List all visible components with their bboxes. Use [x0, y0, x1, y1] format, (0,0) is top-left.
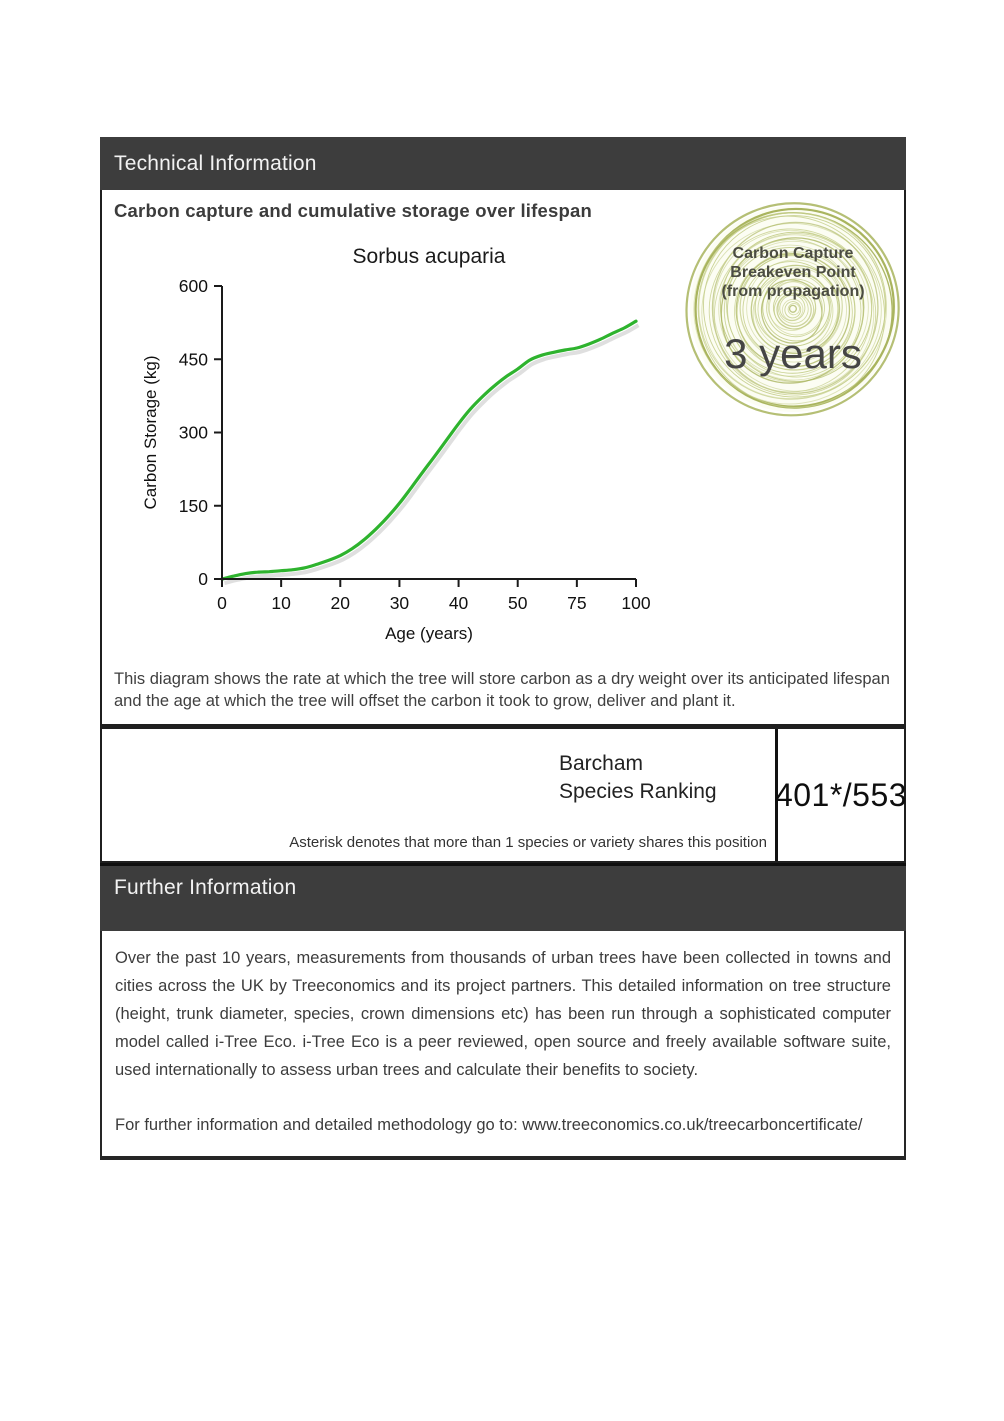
technical-information-title: Technical Information: [114, 151, 317, 175]
x-tick-label: 30: [389, 593, 410, 613]
y-tick-label: 300: [178, 422, 208, 443]
axes: [222, 286, 636, 579]
further-information-header: [100, 863, 906, 931]
y-axis-label: Carbon Storage (kg): [141, 355, 160, 510]
further-information-section: [100, 931, 906, 1160]
certificate-page: [100, 137, 906, 1160]
curve-shadow: [225, 325, 639, 583]
further-information-title: Further Information: [114, 876, 297, 899]
technical-information-header: [100, 137, 906, 190]
x-axis-label: Age (years): [385, 624, 473, 643]
chart-section-title: Carbon capture and cumulative storage over lifespan: [114, 200, 592, 221]
x-tick-label: 100: [621, 593, 651, 613]
further-link-prefix: For further information and detailed methodology go to:: [115, 1116, 523, 1134]
y-tick-label: 450: [178, 349, 208, 370]
ranking-label-cell: [102, 729, 775, 861]
methodology-link[interactable]: www.treeconomics.co.uk/treecarboncertificate/: [522, 1116, 863, 1134]
breakeven-badge: [683, 204, 903, 418]
technical-section: [100, 190, 906, 726]
ranking-value-cell: [774, 729, 908, 861]
diagram-note: This diagram shows the rate at which the tree will store carbon as a dry weight over its anticipated lifespan and the age at which the tree will offset the carbon it took to grow, deliver and plant it.: [114, 670, 890, 710]
x-tick-label: 20: [330, 593, 351, 613]
breakeven-label: [683, 244, 903, 301]
breakeven-label-line2: Breakeven Point: [730, 264, 856, 281]
carbon-storage-chart: [130, 239, 670, 651]
ranking-title-line2: Species Ranking: [559, 780, 717, 803]
ranking-asterisk-note: Asterisk denotes that more than 1 species or variety shares this position: [289, 834, 767, 851]
ranking-title-line1: Barcham: [559, 752, 644, 775]
ranking-value: 401*/553: [774, 776, 908, 813]
y-tick-label: 600: [178, 276, 208, 296]
y-tick-label: 0: [198, 569, 208, 589]
x-tick-label: 50: [507, 593, 528, 613]
species-ranking-section: [100, 726, 906, 863]
breakeven-label-line3: (from propagation): [721, 283, 865, 300]
ranking-title: [559, 750, 717, 806]
tree-rings-icon: [683, 204, 903, 418]
y-tick-label: 150: [178, 495, 208, 516]
x-tick-label: 10: [271, 593, 291, 613]
breakeven-label-line1: Carbon Capture: [732, 245, 854, 262]
x-tick-label: 40: [448, 593, 469, 613]
chart-canvas: [130, 239, 670, 651]
further-link-paragraph: [115, 1111, 891, 1139]
x-tick-label: 75: [567, 593, 587, 613]
breakeven-value: 3 years: [724, 330, 862, 377]
chart-title: Sorbus acuparia: [352, 245, 506, 268]
carbon-storage-curve: [222, 321, 636, 579]
x-tick-label: 0: [217, 593, 227, 613]
further-paragraph: Over the past 10 years, measurements from thousands of urban trees have been collected in towns and cities across the UK by Treeconomics and its project partners. This detailed information on tree structure (height, trunk diameter, species, crown dimensions etc) has been run through a sophisticated computer model called i-Tree Eco. i-Tree Eco is a peer reviewed, open source and freely available software suite, used internationally to assess urban trees and calculate their benefits to society.: [115, 949, 891, 1079]
